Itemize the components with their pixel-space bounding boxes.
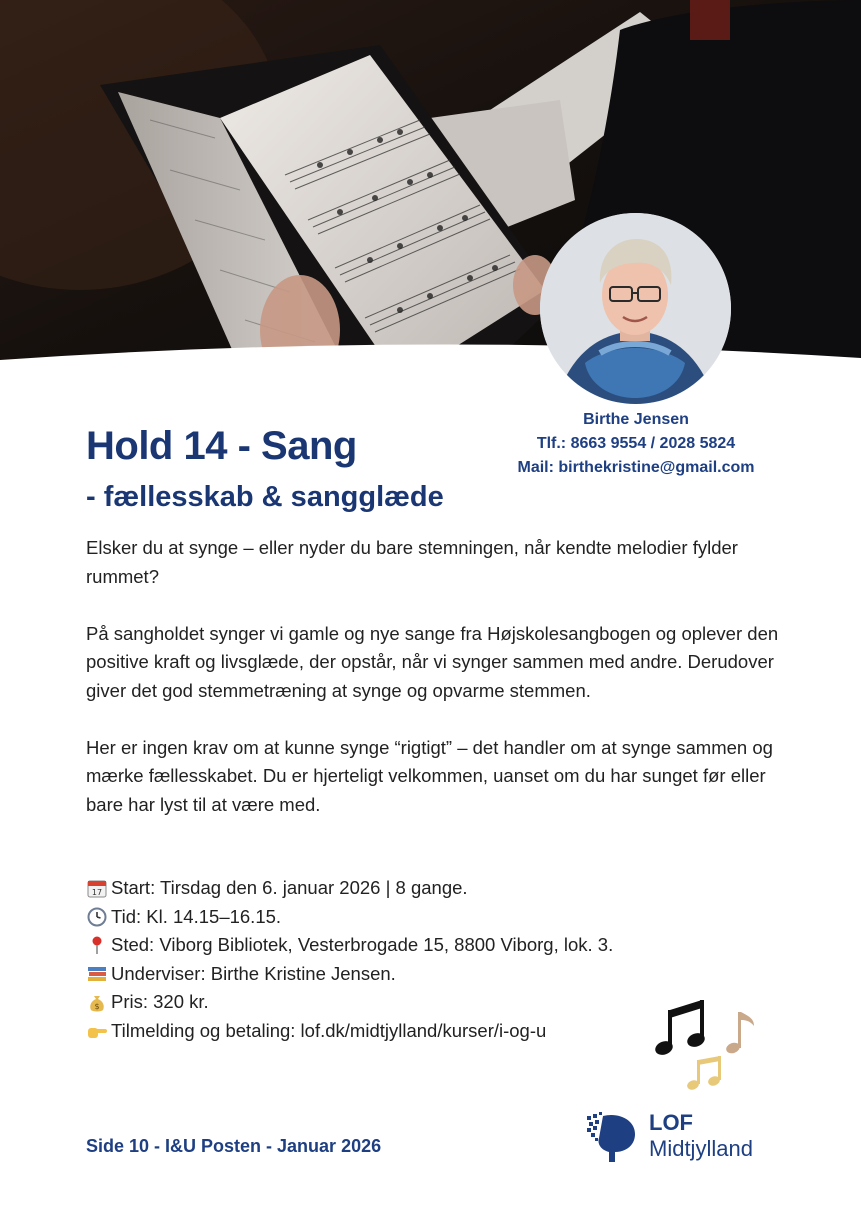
fact-text: Underviser: Birthe Kristine Jensen. bbox=[111, 962, 396, 984]
contact-phone: Tlf.: 8663 9554 / 2028 5824 bbox=[536, 435, 736, 452]
tan-note-icon bbox=[725, 1012, 754, 1055]
fact-text: Tilmelding og betaling: lof.dk/midtjylland/kurser/i-og-u bbox=[111, 1019, 547, 1041]
logo-text bbox=[649, 1110, 753, 1162]
fact-start bbox=[86, 874, 706, 903]
gold-notes-icon bbox=[686, 1056, 721, 1091]
page-title: Hold 14 - Sang bbox=[86, 424, 357, 468]
contact-name: Birthe Jensen bbox=[583, 411, 689, 428]
contact-mail: Mail: birthekristine@gmail.com bbox=[517, 459, 755, 476]
fact-place bbox=[86, 931, 706, 960]
tree-icon bbox=[585, 1110, 641, 1166]
fact-text: Tid: Kl. 14.15–16.15. bbox=[111, 905, 282, 927]
page-subtitle: - fællesskab & sangglæde bbox=[86, 481, 444, 513]
pointing-hand-icon bbox=[86, 1020, 108, 1042]
paragraph: Elsker du at synge – eller nyder du bare stemningen, når kendte melodier fylder rummet? bbox=[86, 537, 738, 587]
paragraph: På sangholdet synger vi gamle og nye sange fra Højskolesangbogen og oplever den positive kraft og livsglæde, der opstår, når vi synger sammen med andre. Derudover giver det god stemmetræning at synge og opvarme stemmen. bbox=[86, 622, 779, 701]
logo-title: LOF bbox=[649, 1110, 693, 1135]
course-facts bbox=[86, 874, 706, 1046]
fact-time bbox=[86, 903, 706, 932]
contact-info bbox=[497, 408, 775, 480]
svg-text:$: $ bbox=[94, 1001, 100, 1011]
lof-logo bbox=[585, 1110, 785, 1170]
fact-price bbox=[86, 988, 706, 1017]
body-text bbox=[86, 534, 786, 848]
hero-photo bbox=[0, 0, 861, 390]
page-footer: Side 10 - I&U Posten - Januar 2026 bbox=[86, 1136, 382, 1156]
calendar-icon bbox=[86, 877, 108, 899]
books-icon bbox=[86, 963, 108, 985]
money-bag-icon bbox=[86, 992, 108, 1014]
fact-text: Pris: 320 kr. bbox=[111, 991, 209, 1013]
clock-icon bbox=[86, 906, 108, 928]
music-notes-illustration bbox=[650, 990, 770, 1100]
logo-subtitle: Midtjylland bbox=[649, 1136, 753, 1161]
fact-text: Start: Tirsdag den 6. januar 2026 | 8 gange. bbox=[111, 877, 468, 898]
svg-text:17: 17 bbox=[91, 888, 103, 898]
paragraph: Her er ingen krav om at kunne synge “rigtigt” – det handler om at synge sammen og mærke fællesskabet. Du er hjerteligt velkommen, uanset om du har sunget før eller bare har lyst til at være med. bbox=[86, 736, 773, 815]
fact-teacher bbox=[86, 960, 706, 989]
fact-signup bbox=[86, 1017, 706, 1046]
pin-icon bbox=[86, 934, 108, 956]
black-notes-icon bbox=[653, 1000, 706, 1057]
fact-text: Sted: Viborg Bibliotek, Vesterbrogade 15, 8800 Viborg, lok. 3. bbox=[111, 934, 614, 956]
portrait-avatar bbox=[540, 213, 731, 404]
